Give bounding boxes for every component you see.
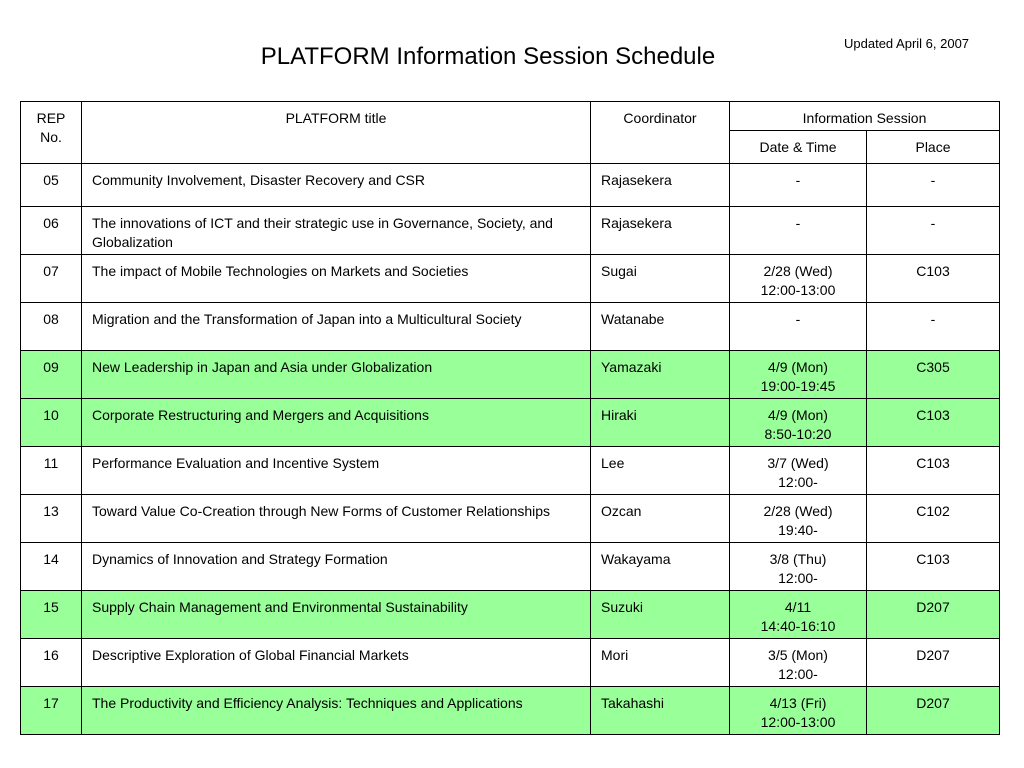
header-row-1	[21, 102, 1000, 131]
session-time: 12:00-	[778, 666, 818, 682]
coordinator-cell: Mori	[591, 639, 730, 687]
rep-no-cell: 14	[21, 543, 82, 591]
rep-no-cell: 07	[21, 255, 82, 303]
rep-no-header	[21, 102, 82, 164]
place-cell: D207	[867, 687, 1000, 735]
platform-title-cell: Descriptive Exploration of Global Financial Markets	[82, 639, 591, 687]
rep-no-cell: 08	[21, 303, 82, 351]
date-time-cell	[730, 687, 867, 735]
session-date: 4/9 (Mon)	[768, 407, 828, 423]
table-row	[21, 351, 1000, 399]
table-row	[21, 399, 1000, 447]
platform-title-cell: Performance Evaluation and Incentive System	[82, 447, 591, 495]
date-time-cell	[730, 543, 867, 591]
place-header: Place	[867, 131, 1000, 164]
rep-header-line1: REP	[36, 110, 66, 126]
platform-title-cell: Migration and the Transformation of Japan into a Multicultural Society	[82, 303, 591, 351]
coordinator-cell: Sugai	[591, 255, 730, 303]
place-cell: C103	[867, 255, 1000, 303]
table-header	[21, 102, 1000, 164]
coordinator-cell: Takahashi	[591, 687, 730, 735]
rep-no-cell: 17	[21, 687, 82, 735]
session-date: 3/7 (Wed)	[767, 455, 829, 471]
session-time: 12:00-13:00	[760, 282, 836, 298]
table-row	[21, 255, 1000, 303]
rep-no-cell: 10	[21, 399, 82, 447]
table-row	[21, 447, 1000, 495]
table-row	[21, 639, 1000, 687]
session-date: 3/8 (Thu)	[769, 551, 827, 567]
platform-title-cell: Corporate Restructuring and Mergers and Acquisitions	[82, 399, 591, 447]
date-time-header: Date & Time	[730, 131, 867, 164]
rep-no-cell: 16	[21, 639, 82, 687]
coordinator-cell: Watanabe	[591, 303, 730, 351]
coordinator-cell: Suzuki	[591, 591, 730, 639]
session-time: 14:40-16:10	[760, 618, 836, 634]
platform-title-cell: Toward Value Co-Creation through New Forms of Customer Relationships	[82, 495, 591, 543]
information-session-header: Information Session	[730, 102, 1000, 131]
table-row	[21, 543, 1000, 591]
date-time-cell	[730, 639, 867, 687]
place-cell: -	[867, 164, 1000, 207]
coordinator-cell: Yamazaki	[591, 351, 730, 399]
platform-title-cell: The Productivity and Efficiency Analysis: Techniques and Applications	[82, 687, 591, 735]
date-time-cell	[730, 351, 867, 399]
coordinator-cell: Lee	[591, 447, 730, 495]
table-row	[21, 207, 1000, 255]
date-time-cell	[730, 495, 867, 543]
platform-title-cell: The impact of Mobile Technologies on Markets and Societies	[82, 255, 591, 303]
coordinator-cell: Rajasekera	[591, 164, 730, 207]
coordinator-cell: Rajasekera	[591, 207, 730, 255]
session-date: 4/9 (Mon)	[768, 359, 828, 375]
place-cell: -	[867, 303, 1000, 351]
session-date: -	[795, 215, 801, 231]
coordinator-header: Coordinator	[591, 102, 730, 164]
rep-header-line2: No.	[40, 129, 62, 145]
rep-no-cell: 05	[21, 164, 82, 207]
session-time: 19:00-19:45	[760, 378, 836, 394]
rep-no-cell: 13	[21, 495, 82, 543]
page-title: PLATFORM Information Session Schedule	[260, 43, 716, 70]
date-time-cell	[730, 207, 867, 255]
rep-no-cell: 09	[21, 351, 82, 399]
coordinator-cell: Ozcan	[591, 495, 730, 543]
table-row	[21, 591, 1000, 639]
place-cell: -	[867, 207, 1000, 255]
rep-no-cell: 06	[21, 207, 82, 255]
table-row	[21, 164, 1000, 207]
session-time: 19:40-	[778, 522, 818, 538]
place-cell: C103	[867, 447, 1000, 495]
date-time-cell	[730, 255, 867, 303]
updated-date: Updated April 6, 2007	[844, 36, 970, 51]
place-cell: C305	[867, 351, 1000, 399]
date-time-cell	[730, 591, 867, 639]
session-time: 12:00-	[778, 474, 818, 490]
table-row	[21, 303, 1000, 351]
session-date: 4/13 (Fri)	[769, 695, 827, 711]
session-time: 12:00-	[778, 570, 818, 586]
place-cell: C103	[867, 543, 1000, 591]
platform-title-cell: Dynamics of Innovation and Strategy Formation	[82, 543, 591, 591]
session-date: -	[795, 172, 801, 188]
table-row	[21, 495, 1000, 543]
date-time-cell	[730, 303, 867, 351]
rep-no-cell: 11	[21, 447, 82, 495]
coordinator-cell: Hiraki	[591, 399, 730, 447]
session-time: 12:00-13:00	[760, 714, 836, 730]
place-cell: D207	[867, 639, 1000, 687]
session-date: -	[795, 311, 801, 327]
date-time-cell	[730, 399, 867, 447]
platform-title-header: PLATFORM title	[82, 102, 591, 164]
session-date: 2/28 (Wed)	[763, 263, 833, 279]
session-time: 8:50-10:20	[764, 426, 832, 442]
place-cell: C102	[867, 495, 1000, 543]
date-time-cell	[730, 164, 867, 207]
place-cell: C103	[867, 399, 1000, 447]
coordinator-cell: Wakayama	[591, 543, 730, 591]
table-body	[21, 164, 1000, 735]
platform-title-cell: Community Involvement, Disaster Recovery and CSR	[82, 164, 591, 207]
platform-title-cell: The innovations of ICT and their strategic use in Governance, Society, and Globalization	[82, 207, 591, 255]
platform-title-cell: Supply Chain Management and Environmental Sustainability	[82, 591, 591, 639]
session-date: 4/11	[784, 599, 812, 615]
platform-title-cell: New Leadership in Japan and Asia under Globalization	[82, 351, 591, 399]
session-date: 3/5 (Mon)	[768, 647, 828, 663]
schedule-table	[20, 101, 1000, 735]
date-time-cell	[730, 447, 867, 495]
place-cell: D207	[867, 591, 1000, 639]
table-row	[21, 687, 1000, 735]
rep-no-cell: 15	[21, 591, 82, 639]
session-date: 2/28 (Wed)	[763, 503, 833, 519]
